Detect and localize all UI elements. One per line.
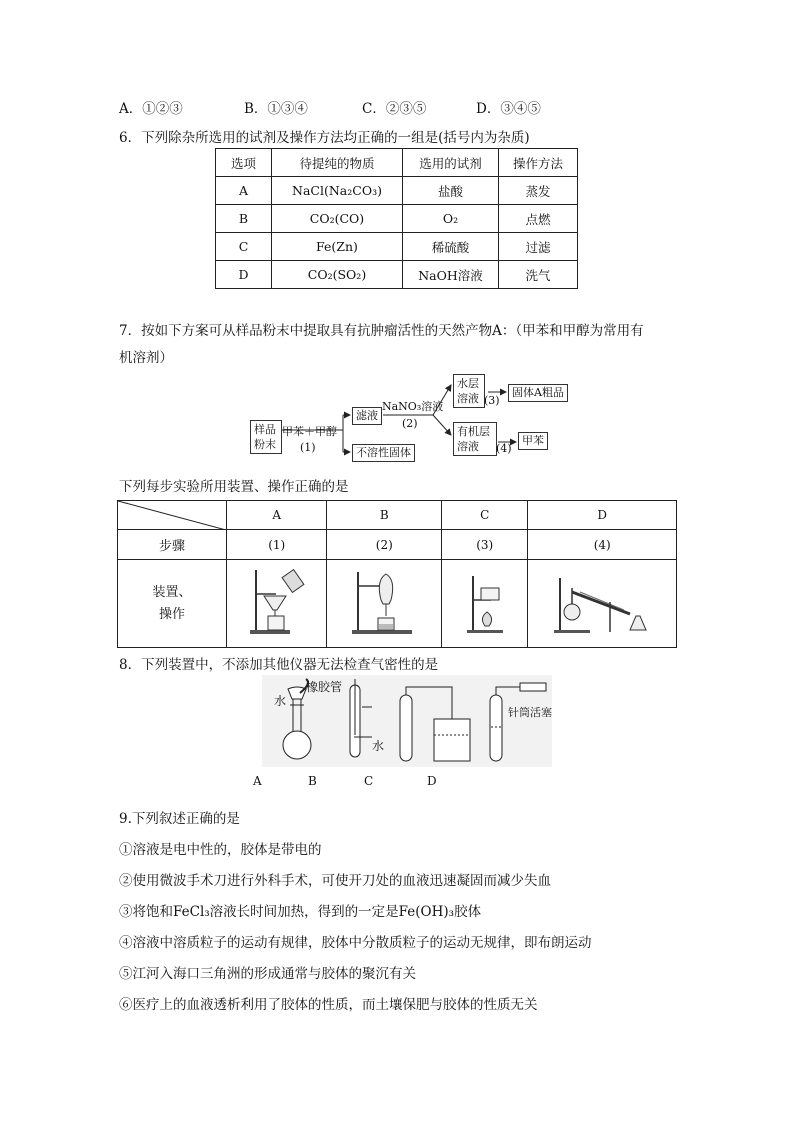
flow-step2-label: NaNO₃溶液 [382,400,444,413]
table-header: B [327,501,442,530]
apparatus-d-cell [528,560,677,648]
flow-organic-layer-box: 有机层溶液 [453,422,497,456]
table-cell: 蒸发 [499,177,578,205]
table-cell: (2) [327,530,442,560]
table-header: 操作方法 [499,149,578,177]
flow-water-layer-box: 水层溶液 [453,374,485,408]
table-header: D [528,501,677,530]
q8-option-d: D [427,774,437,788]
distillation-apparatus-icon [550,566,654,638]
q9-item-2: ②使用微波手术刀进行外科手术，可使开刀处的血液迅速凝固而减少失血 [119,873,551,889]
flow-sample-box: 样品粉末 [250,420,282,454]
table-cell: Fe(Zn) [272,233,403,261]
q8-option-a: A [253,774,262,788]
table-row [118,560,677,648]
table-row [216,149,578,177]
q9-stem: 9.下列叙述正确的是 [119,811,240,827]
table-row [216,233,578,261]
flow-filtrate-box: 滤液 [352,407,382,425]
apparatus-c-cell [442,560,528,648]
evaporation-apparatus-icon [455,566,515,638]
table-header: 选用的试剂 [403,149,499,177]
q8-label-water-c: 水 [372,739,385,753]
flow-step1-label: 甲苯＋甲醇 [282,425,337,438]
table-cell: CO₂(SO₂) [272,261,403,289]
table-cell: NaCl(Na₂CO₃) [272,177,403,205]
table-cell: (1) [227,530,327,560]
diagonal-line [118,501,226,530]
q5-option-b: B．①③④ [244,101,308,117]
q8-option-b: B [308,774,317,788]
table-row [216,261,578,289]
q7-table [117,500,677,648]
q9-item-4: ④溶液中溶质粒子的运动有规律，胶体中分散质粒子的运动无规律，即布朗运动 [119,935,592,951]
row-label-line2: 操作 [158,606,185,622]
table-row [118,530,677,560]
diagonal-header-cell [118,501,227,530]
q8-label-syringe: 针筒活塞 [508,706,552,719]
table-header: 待提纯的物质 [272,149,403,177]
q8-option-c: C [364,774,374,788]
table-cell: 步骤 [118,530,227,560]
table-cell: 稀硫酸 [403,233,499,261]
filtration-apparatus-icon [242,566,312,638]
table-header: 选项 [216,149,272,177]
table-row [118,501,677,530]
table-cell: (4) [528,530,677,560]
table-cell: 过滤 [499,233,578,261]
flow-insoluble-box: 不溶性固体 [352,444,415,462]
q8-stem: 8．下列装置中，不添加其他仪器无法检查气密性的是 [119,657,439,673]
q6-stem: 6．下列除杂所选用的试剂及操作方法均正确的一组是(括号内为杂质) [119,130,530,146]
row-label-line1: 装置、 [152,584,192,600]
table-cell [118,560,227,648]
apparatus-b-cell [327,560,442,648]
apparatus-a-cell [227,560,327,648]
q5-option-d: D．③④⑤ [476,101,541,117]
q8-label-water-a: 水 [274,694,287,708]
table-cell: 洗气 [499,261,578,289]
table-cell: NaOH溶液 [403,261,499,289]
flow-step3-num: (3) [484,394,500,407]
q5-option-a: A．①②③ [119,101,183,117]
q8-label-rubber-tube: 橡胶管 [306,680,343,694]
table-cell: A [216,177,272,205]
flow-step2-num: (2) [402,417,418,430]
table-cell: C [216,233,272,261]
table-row [216,205,578,233]
q7-stem-line2: 机溶剂） [119,350,173,366]
flow-step1-num: (1) [300,441,316,454]
table-cell: (3) [442,530,528,560]
q5-option-c: C．②③⑤ [362,101,427,117]
table-cell: D [216,261,272,289]
table-header: C [442,501,528,530]
q9-item-3: ③将饱和FeCl₃溶液长时间加热，得到的一定是Fe(OH)₃胶体 [119,904,482,920]
q6-table [215,148,578,289]
table-row [216,177,578,205]
table-cell: 点燃 [499,205,578,233]
table-cell: 盐酸 [403,177,499,205]
table-header: A [227,501,327,530]
flow-step4-num: (4) [496,442,512,455]
flow-crude-box: 固体A粗品 [508,384,568,402]
q9-item-6: ⑥医疗上的血液透析利用了胶体的性质，而土壤保肥与胶体的性质无关 [119,997,538,1013]
table-cell: B [216,205,272,233]
q9-item-5: ⑤江河入海口三角洲的形成通常与胶体的聚沉有关 [119,966,416,982]
table-cell: O₂ [403,205,499,233]
q7-stem-line1: 7．按如下方案可从样品粉末中提取具有抗肿瘤活性的天然产物A：（甲苯和甲醇为常用有 [119,323,644,339]
table-cell: CO₂(CO) [272,205,403,233]
q7-question: 下列每步实验所用装置、操作正确的是 [119,479,349,495]
separating-funnel-apparatus-icon [344,566,424,638]
flow-toluene-box: 甲苯 [518,432,548,450]
q9-item-1: ①溶液是电中性的，胶体是带电的 [119,842,322,858]
